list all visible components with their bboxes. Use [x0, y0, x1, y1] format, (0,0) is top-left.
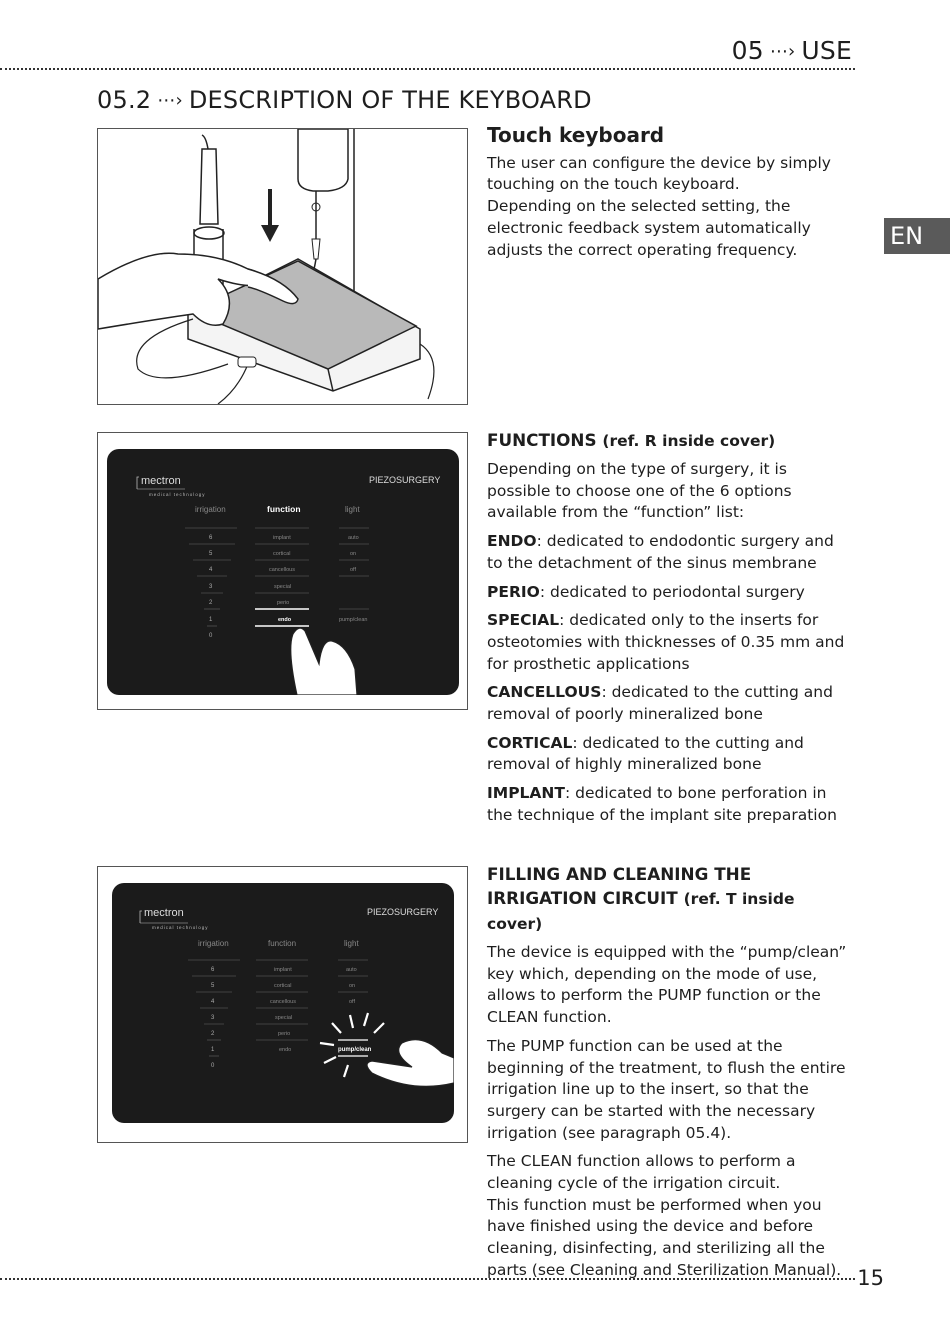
column-light: light — [344, 939, 359, 948]
language-tab: EN — [884, 218, 950, 254]
function-key-special[interactable]: special — [275, 1015, 293, 1021]
function-key-perio[interactable]: perio — [277, 600, 290, 606]
filling-para-2: The PUMP function can be used at the beginning of the treatment, to flush the entire irrigation line up to the insert, so that the surgery can be started with the necessary irrigation (see paragraph 05.4). — [487, 1036, 846, 1142]
keyboard-panel-pump-drawing — [112, 883, 454, 1123]
irrigation-key-4[interactable]: 4 — [209, 567, 213, 573]
light-key-on[interactable]: on — [350, 551, 357, 557]
page-number: 15 — [857, 1266, 884, 1290]
pump-clean-figure — [97, 866, 468, 1143]
device-illustration — [97, 128, 468, 405]
brand-logo: mectron — [141, 475, 181, 487]
brand-logo: mectron — [144, 907, 184, 919]
section-title: USE — [801, 36, 852, 65]
keyboard-panel-drawing — [107, 449, 459, 695]
light-key-auto[interactable]: auto — [348, 535, 359, 541]
filling-title — [487, 862, 853, 936]
irrigation-key-4[interactable]: 4 — [211, 999, 215, 1005]
column-irrigation: irrigation — [195, 505, 226, 514]
irrigation-keys[interactable] — [188, 960, 240, 1069]
touch-keyboard-title: Touch keyboard — [487, 123, 665, 147]
function-key-special[interactable]: special — [274, 584, 292, 590]
term-cancellous: CANCELLOUS — [487, 683, 602, 702]
function-key-cancellous[interactable]: cancellous — [269, 567, 295, 573]
product-logo: PIEZOSURGERY — [367, 907, 439, 917]
functions-ref: (ref. R inside cover) — [602, 432, 776, 450]
irrigation-key-0[interactable]: 0 — [209, 633, 213, 639]
function-key-cortical[interactable]: cortical — [273, 551, 291, 557]
column-light: light — [345, 505, 360, 514]
column-irrigation: irrigation — [198, 939, 229, 948]
filling-para-4: This function must be performed when you have finished using the device and before cleaning, disinfecting, and sterilizing all the parts (see Cleaning and Sterilization Manual). — [487, 1195, 842, 1279]
filling-title-text: FILLING AND CLEANING THE IRRIGATION CIRCUIT — [487, 864, 752, 908]
touch-keyboard-section — [487, 125, 853, 261]
pump-clean-key[interactable]: pump/clean — [339, 617, 368, 623]
function-key-perio[interactable]: perio — [278, 1031, 291, 1037]
function-key-cancellous[interactable]: cancellous — [270, 999, 296, 1005]
brand-subtitle: medical technology — [152, 925, 209, 930]
functions-section — [487, 428, 853, 834]
device-drawing — [98, 129, 467, 404]
irrigation-key-5[interactable]: 5 — [209, 551, 213, 557]
keyboard-panel — [107, 449, 459, 695]
function-item-special — [487, 610, 853, 675]
column-function: function — [268, 939, 297, 948]
functions-title — [487, 428, 853, 453]
light-keys[interactable] — [339, 528, 369, 623]
section-header — [732, 36, 852, 65]
irrigation-key-3[interactable]: 3 — [209, 584, 213, 590]
finger-pointer-icon — [291, 628, 357, 695]
irrigation-key-1[interactable]: 1 — [209, 617, 213, 623]
function-item-endo — [487, 531, 853, 574]
irrigation-key-6[interactable]: 6 — [209, 535, 213, 541]
function-keyboard-figure — [97, 432, 468, 710]
irrigation-key-0[interactable]: 0 — [211, 1063, 215, 1069]
light-key-auto[interactable]: auto — [346, 967, 357, 973]
term-endo: ENDO — [487, 532, 537, 551]
function-item-cortical — [487, 733, 853, 776]
filling-ref: (ref. T inside cover) — [487, 890, 795, 933]
light-key-off[interactable]: off — [349, 999, 356, 1005]
filling-section — [487, 862, 853, 1282]
desc-special: : dedicated only to the inserts for osteotomies with thicknesses of 0.35 mm and for prosthetic applications — [487, 611, 845, 673]
term-special: SPECIAL — [487, 611, 560, 630]
function-key-endo[interactable]: endo — [278, 617, 292, 623]
filling-para-3: The CLEAN function allows to perform a cleaning cycle of the irrigation circuit. — [487, 1152, 796, 1193]
function-keys[interactable] — [255, 528, 309, 626]
column-function: function — [267, 504, 301, 514]
finger-pointer-icon — [367, 1040, 454, 1087]
desc-cancellous: : dedicated to the cutting and removal of poorly mineralized bone — [487, 683, 833, 724]
irrigation-key-6[interactable]: 6 — [211, 967, 215, 973]
irrigation-key-2[interactable]: 2 — [209, 600, 213, 606]
light-keys[interactable] — [338, 960, 372, 1056]
light-key-off[interactable]: off — [350, 567, 357, 573]
keyboard-panel-pump — [112, 883, 454, 1123]
section-number: 05 — [731, 36, 764, 65]
functions-title-text: FUNCTIONS — [487, 430, 597, 450]
desc-cortical: : dedicated to the cutting and removal of highly mineralized bone — [487, 733, 804, 774]
function-item-implant — [487, 783, 853, 826]
function-key-endo[interactable]: endo — [279, 1047, 292, 1053]
term-perio: PERIO — [487, 582, 540, 601]
function-keys[interactable] — [256, 960, 308, 1053]
filling-para-1: The device is equipped with the “pump/clean” key which, depending on the mode of use, allows to perform the PUMP function or the CLEAN function. — [487, 943, 847, 1027]
touch-keyboard-para-2: Depending on the selected setting, the electronic feedback system automatically adjusts the correct operating frequency. — [487, 197, 811, 259]
brand-subtitle: medical technology — [149, 492, 206, 497]
desc-perio: : dedicated to periodontal surgery — [539, 582, 805, 601]
function-key-implant[interactable]: implant — [273, 535, 291, 541]
product-logo: PIEZOSURGERY — [369, 475, 441, 485]
dotted-arrow-icon: ⋯› — [769, 41, 796, 62]
heading-number: 05.2 — [97, 86, 152, 114]
irrigation-keys[interactable] — [185, 528, 237, 639]
page-heading — [97, 86, 592, 114]
function-item-cancellous — [487, 682, 853, 725]
term-cortical: CORTICAL — [487, 733, 573, 752]
touch-keyboard-para-1: The user can configure the device by simply touching on the touch keyboard. — [487, 153, 831, 194]
desc-endo: : dedicated to endodontic surgery and to the detachment of the sinus membrane — [487, 532, 834, 572]
irrigation-key-1[interactable]: 1 — [211, 1047, 215, 1053]
irrigation-key-2[interactable]: 2 — [211, 1031, 215, 1037]
function-key-implant[interactable]: implant — [274, 967, 292, 973]
pump-clean-key[interactable]: pump/clean — [338, 1047, 372, 1053]
function-key-cortical[interactable]: cortical — [274, 983, 292, 989]
dotted-arrow-icon: ⋯› — [157, 90, 183, 111]
term-implant: IMPLANT — [487, 784, 565, 803]
header-rule — [0, 68, 855, 70]
function-item-perio — [487, 582, 853, 604]
irrigation-key-3[interactable]: 3 — [211, 1015, 215, 1021]
functions-intro: Depending on the type of surgery, it is possible to choose one of the 6 options available from the “function” list: — [487, 460, 792, 522]
desc-implant: : dedicated to bone perforation in the technique of the implant site preparation — [487, 784, 837, 824]
light-key-on[interactable]: on — [349, 983, 356, 989]
heading-title: DESCRIPTION OF THE KEYBOARD — [188, 86, 592, 114]
irrigation-key-5[interactable]: 5 — [211, 983, 215, 989]
